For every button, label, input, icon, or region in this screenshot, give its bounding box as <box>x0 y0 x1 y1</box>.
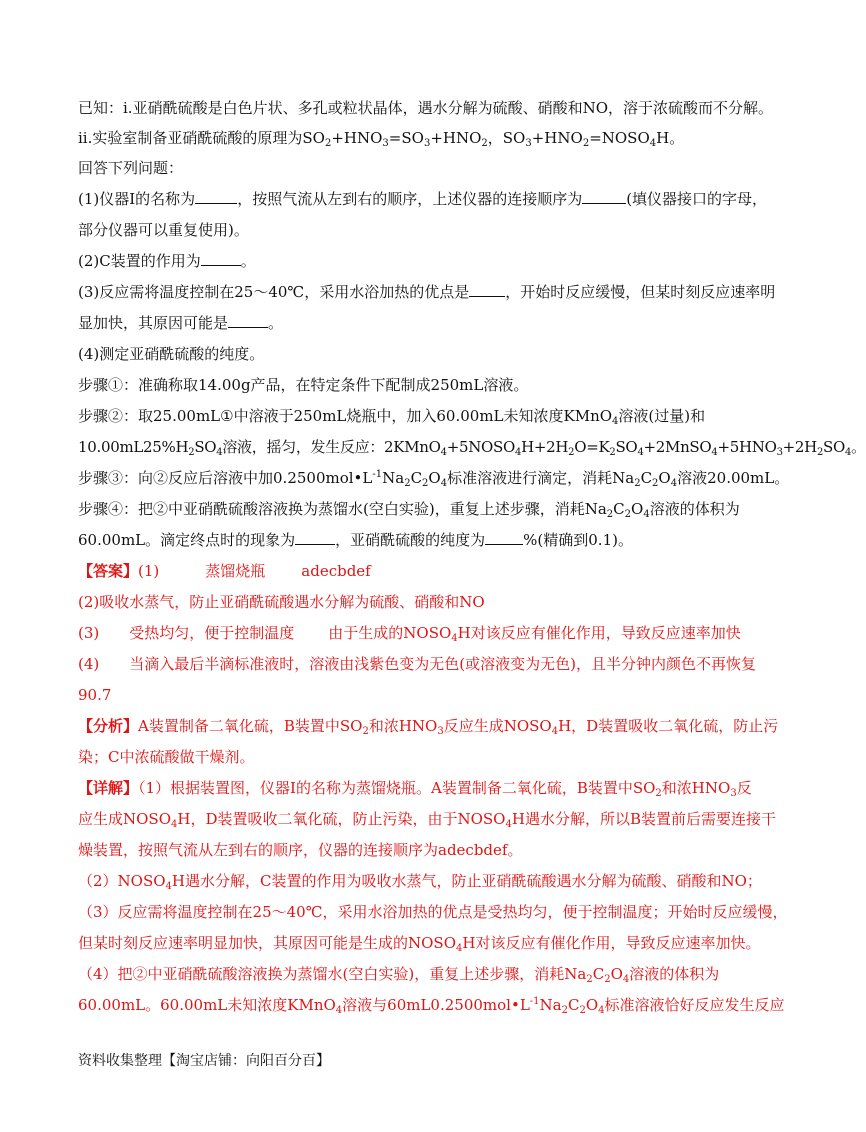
answer-blank <box>485 530 523 545</box>
detail-line-6: 但某时刻反应速率明显加快，其原因可能是生成的$NOSO_4H$对该反应有催化作用，导致反应速率加快。 <box>78 934 761 954</box>
step-4-line-1: 步骤④：把②中亚硝酰硫酸溶液换为蒸馏水(空白实验)，重复上述步骤，消耗$Na_2C_2O_4$溶液的体积为 <box>78 500 740 520</box>
detail-line-1: 【详解】（1）根据装置图，仪器I的名称为蒸馏烧瓶。A装置制备二氧化硫，B装置中$SO_2$和浓$HNO_3$反 <box>78 779 752 799</box>
known-line-1: 已知：i.亚硝酰硫酸是白色片状、多孔或粒状晶体，遇水分解为硫酸、硝酸和NO，溶于浓硫酸而不分解。 <box>78 99 773 117</box>
step-4-line-2: 60.00mL。滴定终点时的现象为 ，亚硝酰硫酸的纯度为 %(精确到0.1)。 <box>78 531 633 549</box>
detail-line-3: 燥装置，按照气流从左到右的顺序，仪器的连接顺序为adecbdef。 <box>78 841 523 859</box>
analysis-line-2: 染；C中浓硫酸做干燥剂。 <box>78 748 255 766</box>
answer-blank <box>295 530 335 545</box>
analysis-line-1: 【分析】A装置制备二氧化硫，B装置中$SO_2$和浓$HNO_3$反应生成$NOSO_4H$，D装置吸收二氧化硫，防止污 <box>78 717 779 737</box>
answer-blank <box>469 282 505 297</box>
detail-line-4: $(2)NOSO_4H$遇水分解，C装置的作用为吸收水蒸气，防止亚硝酰硫酸遇水分解为硫酸、硝酸和NO； <box>78 872 762 892</box>
page-footer: 资料收集整理【淘宝店铺：向阳百分百】 <box>78 1053 330 1069</box>
step-1: 步骤①：准确称取14.00g产品，在特定条件下配制成250mL溶液。 <box>78 376 529 394</box>
step-3: 步骤③：向②反应后溶液中加$0.2500mol•L^{-1}Na_2C_2O_4$标准溶液进行滴定，消耗$Na_2C_2O_4$溶液20.00mL。 <box>78 469 790 489</box>
answer-line-5: 90.7 <box>78 686 112 704</box>
question-4-title: (4)测定亚硝酰硫酸的纯度。 <box>78 345 265 363</box>
answer-blank <box>201 251 241 266</box>
question-3-line-1: (3)反应需将温度控制在25～40℃，采用水浴加热的优点是 ，开始时反应缓慢，但某时刻反应速率明 <box>78 283 776 301</box>
question-1-line-1: (1)仪器I的名称为 ，按照气流从左到右的顺序，上述仪器的连接顺序为 (填仪器接口的字母， <box>78 190 768 208</box>
question-1-line-2: 部分仪器可以重复使用)。 <box>78 221 249 239</box>
answer-line-1: 【答案】(1) 蒸馏烧瓶 adecbdef <box>78 562 371 580</box>
detail-line-7: （4）把②中亚硝酰硫酸溶液换为蒸馏水(空白实验)，重复上述步骤，消耗$Na_2C_2O_4$溶液的体积为 <box>78 965 720 985</box>
known-line-2: ii.实验室制备亚硝酰硫酸的原理为$SO_2+HNO_3=SO_3+HNO_2$，$SO_3+HNO_2=NOSO_4H$。 <box>78 129 685 149</box>
detail-line-5: （3）反应需将温度控制在25～40℃，采用水浴加热的优点是受热均匀，便于控制温度；开始时反应缓慢， <box>78 903 788 921</box>
step-2-line-2: $10.00mL25\%H_2SO_4$溶液，摇匀，发生反应：$2KMnO_4+5NOSO_4H+2H_2O=K_2SO_4+2MnSO_4+5HNO_3+2H_2SO_4$。 <box>78 438 866 458</box>
detail-line-2: 应生成$NOSO_4H$，D装置吸收二氧化硫，防止污染，由于$NOSO_4H$遇水分解，所以B装置前后需要连接干 <box>78 810 776 830</box>
answer-blank <box>228 313 268 328</box>
answer-line-3: (3) 受热均匀，便于控制温度 由于生成的$NOSO_4H$对该反应有催化作用，导致反应速率加快 <box>78 624 741 644</box>
step-2-line-1: 步骤②：取25.00mL①中溶液于250mL烧瓶中，加入60.00mL未知浓度KMnO$_4$溶液(过量)和 <box>78 407 706 427</box>
question-3-line-2: 显加快，其原因可能是 。 <box>78 314 284 332</box>
detail-line-8: 60.00mL。60.00mL未知浓度KMnO$_4$溶液与$60mL0.2500mol•L^{-1}Na_2C_2O_4$标准溶液恰好反应发生反应 <box>78 996 785 1016</box>
answer-line-4: (4) 当滴入最后半滴标准液时，溶液由浅紫色变为无色(或溶液变为无色)，且半分钟内颜色不再恢复 <box>78 655 756 673</box>
answer-line-2: (2)吸收水蒸气，防止亚硝酰硫酸遇水分解为硫酸、硝酸和NO <box>78 593 485 611</box>
question-2: (2)C装置的作用为 。 <box>78 252 256 270</box>
answer-blank <box>582 189 626 204</box>
answer-blank <box>195 189 237 204</box>
instructions: 回答下列问题： <box>78 159 184 177</box>
